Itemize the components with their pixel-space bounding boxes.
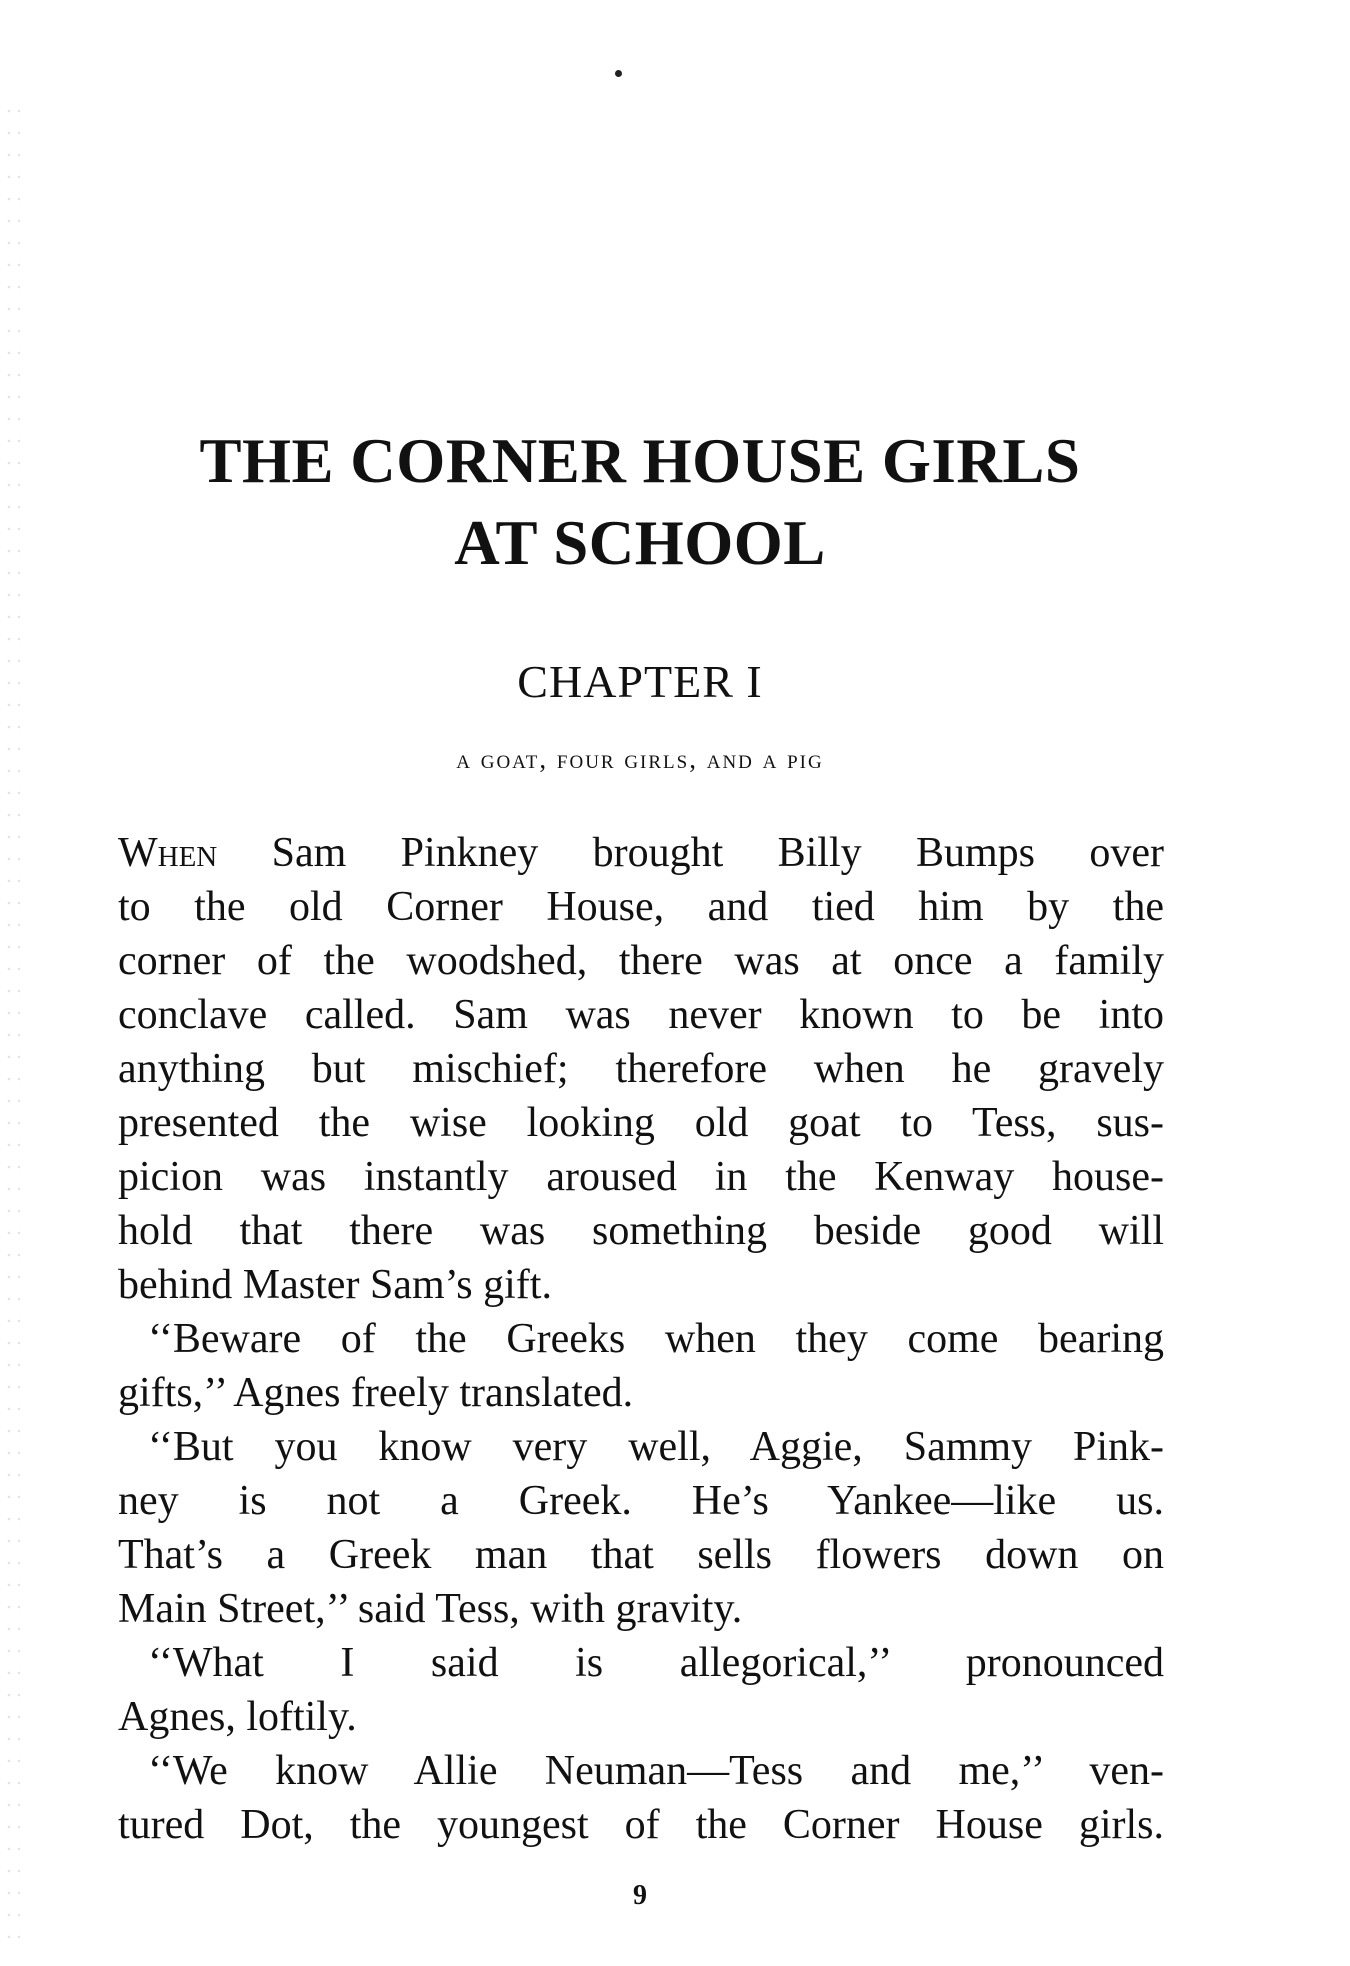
text-line: ‘‘What I said is allegorical,’’ pronounced (148, 1640, 1164, 1686)
text-line: to the old Corner House, and tied him by the (118, 884, 1164, 930)
text-line: tured Dot, the youngest of the Corner House girls. (118, 1802, 1164, 1848)
text-line-rest: Sam Pinkney brought Billy Bumps over (217, 830, 1164, 876)
text-line: ‘‘We know Allie Neuman—Tess and me,’’ ven- (148, 1748, 1164, 1794)
text-line: presented the wise looking old goat to Tess, sus- (118, 1100, 1164, 1146)
text-line: Main Street,’’ said Tess, with gravity. (118, 1586, 743, 1632)
printer-dot-mark (615, 70, 622, 77)
text-line (118, 826, 1164, 880)
book-title-line-1: THE CORNER HOUSE GIRLS (199, 426, 1081, 496)
book-title (0, 420, 1280, 584)
text-line: hold that there was something beside good will (118, 1208, 1164, 1254)
text-line: Agnes, loftily. (118, 1694, 357, 1740)
text-line: ‘‘Beware of the Greeks when they come bearing (148, 1316, 1164, 1362)
text-line: ney is not a Greek. He’s Yankee—like us. (118, 1478, 1164, 1524)
page-number: 9 (633, 1880, 647, 1911)
text-line: behind Master Sam’s gift. (118, 1262, 552, 1308)
text-line: ‘‘But you know very well, Aggie, Sammy Pink- (148, 1424, 1164, 1470)
text-line: picion was instantly aroused in the Kenway house- (118, 1154, 1164, 1200)
chapter-body (118, 826, 1164, 1852)
text-line: That’s a Greek man that sells flowers down on (118, 1532, 1164, 1578)
drop-word: When (118, 830, 218, 876)
chapter-title: a goat, four girls, and a pig (456, 744, 824, 774)
text-line: gifts,’’ Agnes freely translated. (118, 1370, 634, 1416)
chapter-number: CHAPTER I (517, 656, 763, 707)
page-edge-specks (4, 100, 20, 1950)
text-line: corner of the woodshed, there was at once a family (118, 938, 1164, 984)
text-line: conclave called. Sam was never known to be into (118, 992, 1164, 1038)
book-title-line-2: AT SCHOOL (454, 508, 826, 578)
text-line: anything but mischief; therefore when he gravely (118, 1046, 1164, 1092)
